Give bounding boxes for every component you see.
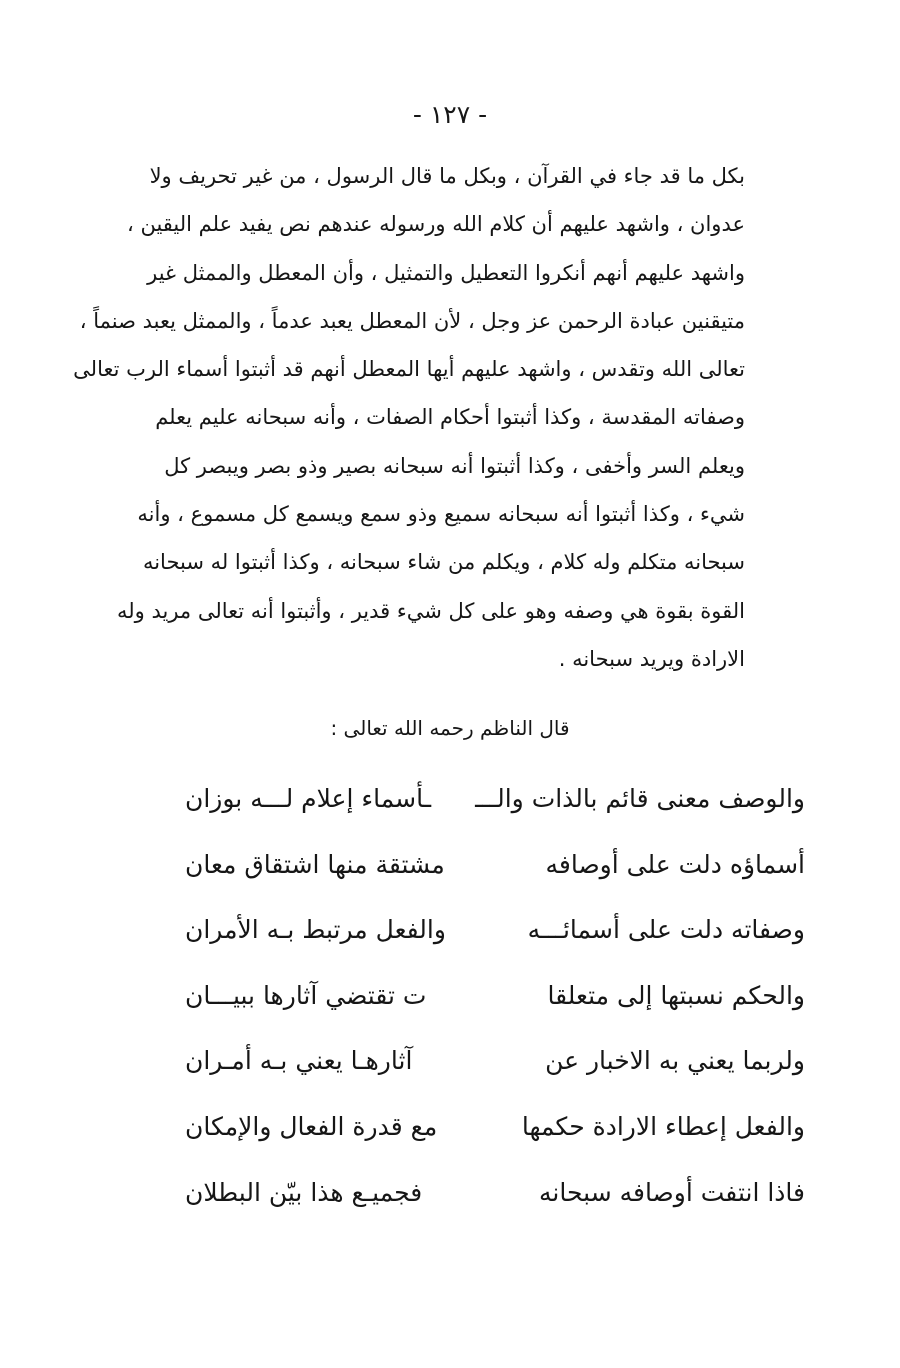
verse — [185, 1160, 805, 1226]
verse-second-hemistich: ت تقتضي آثارها ببيـــان — [185, 980, 427, 1010]
verse — [185, 766, 805, 832]
verse-second-hemistich: آثارهـا يعني بـه أمـران — [185, 1046, 413, 1076]
verse-first-hemistich: والحكم نسبتها إلى متعلقا — [547, 980, 805, 1010]
prose-line: بكل ما قد جاء في القرآن ، وبكل ما قال الرسول ، من غير تحريف ولا — [149, 164, 745, 188]
prose-line: متيقنين عبادة الرحمن عز وجل ، لأن المعطل يعبد عدماً ، والممثل يعبد صنماً ، — [79, 308, 745, 333]
verse-first-hemistich: والوصف معنى قائم بالذات والـــ — [475, 784, 805, 813]
verse-first-hemistich: فاذا انتفت أوصافه سبحانه — [539, 1177, 805, 1207]
prose-line: وصفاته المقدسة ، وكذا أثبتوا أحكام الصفات ، وأنه سبحانه عليم يعلم — [155, 405, 745, 430]
prose-line: ويعلم السر وأخفى ، وكذا أثبتوا أنه سبحانه بصير وذو بصر ويبصر كل — [164, 453, 745, 478]
prose-line: عدوان ، واشهد عليهم أن كلام الله ورسوله عندهم نص يفيد علم اليقين ، — [127, 212, 745, 237]
prose-line: تعالى الله وتقدس ، واشهد عليهم أيها المعطل أنهم قد أثبتوا أسماء الرب تعالى — [73, 357, 745, 382]
prose-line: واشهد عليهم أنهم أنكروا التعطيل والتمثيل ، وأن المعطل والممثل غير — [147, 260, 745, 285]
verse — [185, 1028, 805, 1094]
prose-line: شيء ، وكذا أثبتوا أنه سبحانه سميع وذو سمع ويسمع كل مسموع ، وأنه — [137, 502, 745, 527]
verse-first-hemistich: ولربما يعني به الاخبار عن — [545, 1046, 805, 1076]
prose-line: القوة بقوة هي وصفه وهو على كل شيء قدير ، وأثبتوا أنه تعالى مريد وله — [116, 598, 745, 623]
verse-second-hemistich: مع قدرة الفعال والإمكان — [185, 1111, 438, 1141]
verse — [185, 963, 805, 1029]
page-number: - ١٢٧ - — [412, 100, 488, 129]
verse-first-hemistich: والفعل إعطاء الارادة حكمها — [521, 1111, 805, 1141]
prose-line: سبحانه متكلم وله كلام ، ويكلم من شاء سبحانه ، وكذا أثبتوا له سبحانه — [142, 550, 745, 575]
verse-second-hemistich: مشتقة منها اشتقاق معان — [185, 849, 445, 879]
verse — [185, 897, 805, 963]
prose-paragraph — [73, 152, 745, 683]
poem — [185, 766, 805, 1225]
verse-second-hemistich: فجميـع هذا بيّن البطلان — [185, 1177, 423, 1207]
verse-first-hemistich: وصفاته دلت على أسمائـــه — [527, 915, 805, 945]
prose-line: الارادة ويريد سبحانه . — [558, 646, 745, 671]
verse-second-hemistich: ـأسماء إعلام لـــه بوزان — [185, 784, 432, 813]
verse-first-hemistich: أسماؤه دلت على أوصافه — [545, 849, 805, 879]
poem-intro: قال الناظم رحمه الله تعالى : — [330, 716, 570, 740]
verse — [185, 832, 805, 898]
verse-second-hemistich: والفعل مرتبط بـه الأمران — [185, 915, 446, 945]
verse — [185, 1094, 805, 1160]
